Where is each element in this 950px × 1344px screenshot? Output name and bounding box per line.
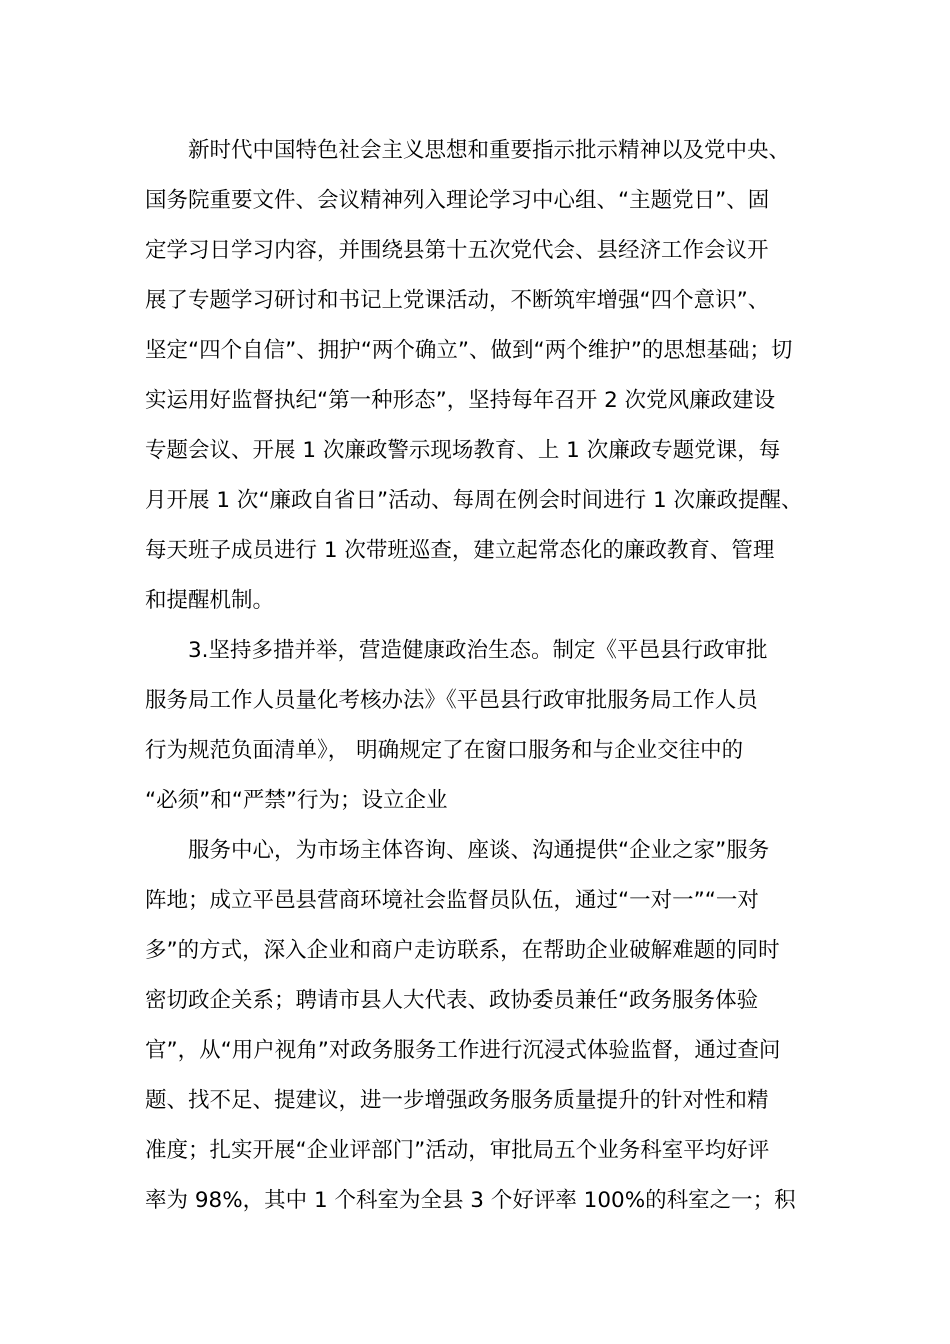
- text-line: 官”，从“用户视角”对政务服务工作进行沉浸式体验监督，通过查问: [145, 1038, 781, 1063]
- text-line: 专题会议、开展 1 次廉政警示现场教育、上 1 次廉政专题党课，每: [145, 438, 781, 463]
- text-line: 坚定“四个自信”、拥护“两个确立”、做到“两个维护”的思想基础；切: [145, 338, 793, 363]
- text-line: 准度；扎实开展“企业评部门”活动，审批局五个业务科室平均好评: [145, 1138, 770, 1163]
- text-line: 多”的方式，深入企业和商户走访联系，在帮助企业破解难题的同时: [145, 938, 780, 963]
- text-line: 行为规范负面清单》， 明确规定了在窗口服务和与企业交往中的: [145, 738, 744, 763]
- text-line: 题、找不足、提建议，进一步增强政务服务质量提升的针对性和精: [145, 1088, 769, 1113]
- text-line: 月开展 1 次“廉政自省日”活动、每周在例会时间进行 1 次廉政提醒、: [145, 488, 803, 513]
- text-line: 每天班子成员进行 1 次带班巡查，建立起常态化的廉政教育、管理: [145, 538, 775, 563]
- text-line: “必须”和“严禁”行为；设立企业: [145, 788, 448, 813]
- text-line: 率为 98%，其中 1 个科室为全县 3 个好评率 100%的科室之一；积: [145, 1188, 796, 1213]
- text-line: 展了专题学习研讨和书记上党课活动，不断筑牢增强“四个意识”、: [145, 288, 770, 313]
- text-line: 新时代中国特色社会主义思想和重要指示批示精神以及党中央、: [188, 138, 791, 163]
- text-line: 和提醒机制。: [145, 588, 275, 613]
- text-line: 3.坚持多措并举，营造健康政治生态。制定《平邑县行政审批: [188, 638, 768, 663]
- text-line: 服务中心，为市场主体咨询、座谈、沟通提供“企业之家”服务: [188, 838, 770, 863]
- text-line: 实运用好监督执纪“第一种形态”，坚持每年召开 2 次党风廉政建设: [145, 388, 776, 413]
- text-line: 国务院重要文件、会议精神列入理论学习中心组、“主题党日”、固: [145, 188, 770, 213]
- text-line: 密切政企关系；聘请市县人大代表、政协委员兼任“政务服务体验: [145, 988, 759, 1013]
- text-line: 阵地；成立平邑县营商环境社会监督员队伍，通过“一对一”“一对: [145, 888, 759, 913]
- text-line: 服务局工作人员量化考核办法》《平邑县行政审批服务局工作人员: [145, 688, 758, 713]
- text-line: 定学习日学习内容，并围绕县第十五次党代会、县经济工作会议开: [145, 238, 769, 263]
